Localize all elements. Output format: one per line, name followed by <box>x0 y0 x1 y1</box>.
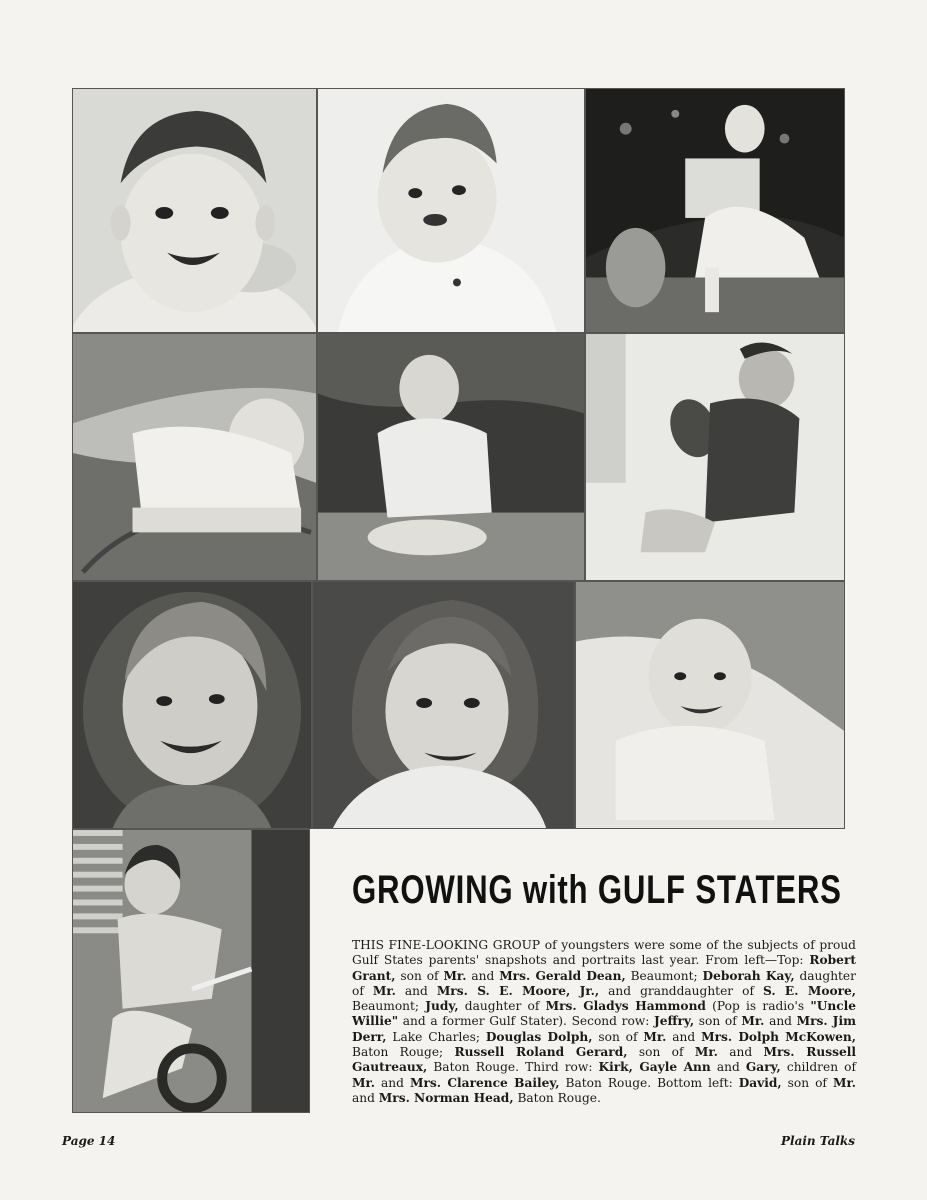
caption-text-part: and granddaughter of <box>599 983 763 998</box>
caption-name: Mrs. Dolph McKowen, <box>701 1029 856 1044</box>
baby-lying-image <box>576 582 844 828</box>
headline: GROWING with GULF STATERS <box>352 868 842 912</box>
caption-text <box>352 938 856 1106</box>
caption-text-part: and <box>666 1029 702 1044</box>
caption-name: Mrs. Russell Gautreaux, <box>352 1045 856 1075</box>
photo-deborah-kay <box>317 88 585 333</box>
caption-text-part: and <box>375 1075 410 1090</box>
caption-text-part: daughter of <box>352 968 856 998</box>
caption-text-part: Lake Charles; <box>386 1029 486 1044</box>
caption-text-part: and <box>352 1090 379 1105</box>
photo-kirk <box>72 581 312 829</box>
caption-name: Mrs. Clarence Bailey, <box>409 1075 560 1090</box>
baby-in-stroller-image <box>73 334 316 580</box>
caption-text-part: and <box>710 1060 746 1075</box>
caption-name: Douglas Dolph, <box>485 1029 593 1044</box>
photo-jeffry <box>72 333 317 581</box>
caption-text-part: Beaumont; <box>625 968 703 983</box>
caption-name: Kirk, Gayle Ann <box>598 1060 711 1075</box>
caption-name: Mr. <box>643 1029 667 1044</box>
photo-david <box>72 829 310 1113</box>
caption-text-part: daughter of <box>458 999 546 1014</box>
photo-judy <box>585 88 845 333</box>
baby-portrait-image <box>73 89 316 332</box>
photo-douglas-dolph <box>317 333 585 581</box>
photo-robert-grant <box>72 88 317 333</box>
caption-text-part: Beaumont; <box>352 999 426 1014</box>
caption-name: Mrs. Gladys Hammond <box>545 999 706 1014</box>
caption-name: Russell Roland Gerard, <box>454 1045 628 1060</box>
caption-name: Mr. <box>741 1014 765 1029</box>
boy-portrait-image <box>73 582 311 828</box>
girl-portrait-image <box>313 582 574 828</box>
caption-text-part: Baton Rouge; <box>352 1045 455 1060</box>
caption-name: Deborah Kay, <box>702 968 795 983</box>
caption-text-part: Baton Rouge. <box>513 1090 601 1105</box>
page-number: Page 14 <box>62 1134 116 1148</box>
caption-name: Mr. <box>372 983 396 998</box>
caption-intro: THIS FINE-LOOKING GROUP of youngsters were some of the subjects of proud Gulf States parents' snapshots and portraits last year. From left—Top: <box>352 938 856 968</box>
caption-name: David, <box>738 1075 782 1090</box>
caption-text-part: and a former Gulf Stater). Second row: <box>398 1014 654 1029</box>
caption-text-part: and <box>764 1014 797 1029</box>
caption-name: "Uncle Willie" <box>352 999 857 1029</box>
caption-text-part: son of <box>694 1014 742 1029</box>
baby-with-football-image <box>586 334 844 580</box>
caption-text-part: son of <box>627 1045 695 1060</box>
caption-name: S. E. Moore, <box>762 983 856 998</box>
caption-name: Gary, <box>745 1060 781 1075</box>
baby-portrait-image <box>318 89 584 332</box>
caption-text-part: and <box>395 983 437 998</box>
caption-name: Mr. <box>832 1075 856 1090</box>
caption-text-part: son of <box>781 1075 833 1090</box>
caption-name: Mr. <box>694 1045 718 1060</box>
caption-name: Mrs. Gerald Dean, <box>499 968 626 983</box>
girl-with-book-image <box>586 89 844 332</box>
caption-text-part: Baton Rouge. Bottom left: <box>559 1075 739 1090</box>
caption-name: Mrs. Jim Derr, <box>352 1014 856 1044</box>
caption-name: Mr. <box>443 968 467 983</box>
caption-text-part: and <box>717 1045 764 1060</box>
caption-text-part: (Pop is radio's <box>705 999 811 1014</box>
caption-text-part: Baton Rouge. Third row: <box>427 1060 599 1075</box>
caption-name: Robert Grant, <box>352 953 856 983</box>
caption-text-part: and <box>466 968 500 983</box>
caption-name: Jeffry, <box>653 1014 695 1029</box>
photo-gary <box>575 581 845 829</box>
caption-text-part: son of <box>592 1029 644 1044</box>
caption-text-part: son of <box>395 968 444 983</box>
publication-name: Plain Talks <box>780 1134 855 1148</box>
caption-text-part: children of <box>780 1060 856 1075</box>
photo-gayle-ann <box>312 581 575 829</box>
photo-russell-roland-gerard <box>585 333 845 581</box>
caption-name: Mr. <box>352 1075 376 1090</box>
caption-name: Judy, <box>425 999 459 1014</box>
caption-name: Mrs. Norman Head, <box>378 1090 514 1105</box>
caption-name: Mrs. S. E. Moore, Jr., <box>436 983 600 998</box>
boy-on-tricycle-image <box>73 830 309 1112</box>
baby-sitting-image <box>318 334 584 580</box>
